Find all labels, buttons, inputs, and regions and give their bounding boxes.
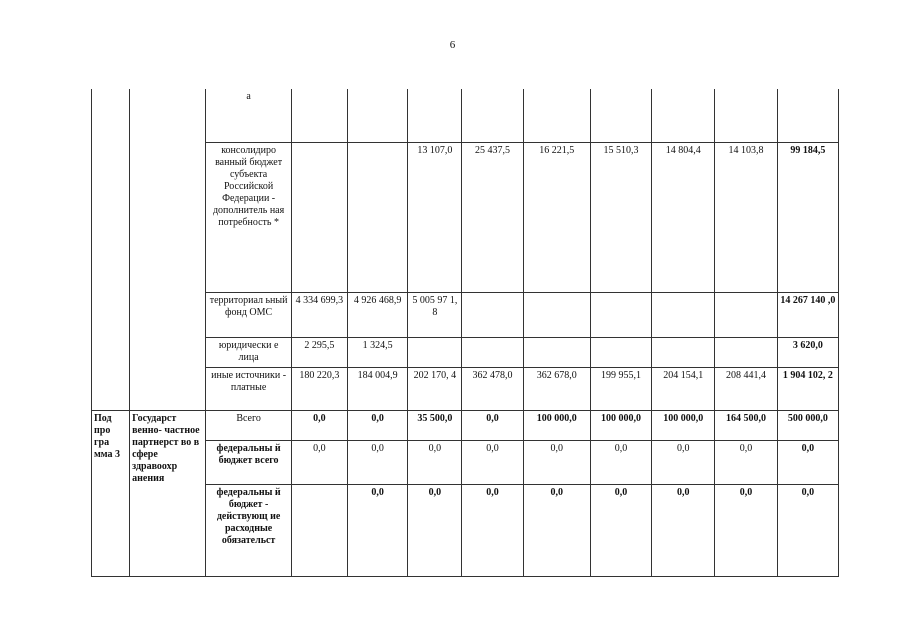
source-cell: федеральны й бюджет - действующ ие расходные обязательст xyxy=(206,484,291,576)
budget-table xyxy=(91,89,839,577)
page-number: 6 xyxy=(449,39,456,51)
value-cell: 180 220,3 xyxy=(291,367,347,410)
value-cell xyxy=(291,89,347,142)
value-cell xyxy=(462,89,523,142)
value-cell: 0,0 xyxy=(408,440,462,484)
value-cell xyxy=(715,292,777,337)
value-cell: 0,0 xyxy=(523,484,590,576)
program-label-cell xyxy=(92,89,130,410)
value-cell: 2 295,5 xyxy=(291,337,347,367)
value-cell xyxy=(523,337,590,367)
table-row xyxy=(92,89,839,142)
subprogram-label: Под про гра мма 3 xyxy=(92,410,130,576)
value-cell xyxy=(291,142,347,292)
value-cell: 362 478,0 xyxy=(462,367,523,410)
value-cell xyxy=(590,337,651,367)
source-cell: Всего xyxy=(206,410,291,440)
value-cell: 202 170, 4 xyxy=(408,367,462,410)
value-cell: 15 510,3 xyxy=(590,142,651,292)
source-cell: иные источники - платные xyxy=(206,367,291,410)
value-cell xyxy=(652,337,715,367)
value-cell xyxy=(408,89,462,142)
value-cell xyxy=(408,337,462,367)
value-cell: 1 324,5 xyxy=(347,337,407,367)
value-cell: 204 154,1 xyxy=(652,367,715,410)
value-cell: 14 103,8 xyxy=(715,142,777,292)
value-cell: 0,0 xyxy=(462,410,523,440)
value-cell: 208 441,4 xyxy=(715,367,777,410)
source-cell: территориал ьный фонд ОМС xyxy=(206,292,291,337)
value-cell: 0,0 xyxy=(291,440,347,484)
source-cell: юридически е лица xyxy=(206,337,291,367)
value-cell: 0,0 xyxy=(777,440,838,484)
source-cell: консолидиро ванный бюджет субъекта Российской Федерации - дополнитель ная потребность * xyxy=(206,142,291,292)
value-cell xyxy=(523,292,590,337)
source-cell: а xyxy=(206,89,291,142)
value-cell: 0,0 xyxy=(715,440,777,484)
value-cell xyxy=(777,89,838,142)
table-row xyxy=(92,410,839,440)
value-cell: 14 267 140 ,0 xyxy=(777,292,838,337)
value-cell: 5 005 97 1,8 xyxy=(408,292,462,337)
value-cell: 0,0 xyxy=(523,440,590,484)
value-cell: 362 678,0 xyxy=(523,367,590,410)
value-cell: 3 620,0 xyxy=(777,337,838,367)
value-cell: 0,0 xyxy=(715,484,777,576)
value-cell: 184 004,9 xyxy=(347,367,407,410)
value-cell: 16 221,5 xyxy=(523,142,590,292)
value-cell xyxy=(590,89,651,142)
value-cell: 500 000,0 xyxy=(777,410,838,440)
value-cell: 0,0 xyxy=(652,440,715,484)
value-cell: 0,0 xyxy=(347,484,407,576)
value-cell xyxy=(347,89,407,142)
value-cell: 100 000,0 xyxy=(590,410,651,440)
value-cell: 35 500,0 xyxy=(408,410,462,440)
value-cell: 25 437,5 xyxy=(462,142,523,292)
value-cell xyxy=(347,142,407,292)
value-cell: 0,0 xyxy=(652,484,715,576)
value-cell: 0,0 xyxy=(408,484,462,576)
value-cell: 100 000,0 xyxy=(652,410,715,440)
value-cell: 99 184,5 xyxy=(777,142,838,292)
value-cell: 0,0 xyxy=(590,484,651,576)
value-cell xyxy=(523,89,590,142)
value-cell xyxy=(291,484,347,576)
value-cell xyxy=(590,292,651,337)
source-cell: федеральны й бюджет всего xyxy=(206,440,291,484)
value-cell: 164 500,0 xyxy=(715,410,777,440)
value-cell: 1 904 102, 2 xyxy=(777,367,838,410)
value-cell xyxy=(462,337,523,367)
value-cell: 0,0 xyxy=(291,410,347,440)
program-name-cell xyxy=(130,89,206,410)
value-cell: 0,0 xyxy=(590,440,651,484)
value-cell: 0,0 xyxy=(347,440,407,484)
value-cell xyxy=(652,89,715,142)
subprogram-name: Государст венно- частное партнерст во в сфере здравоохр анения xyxy=(130,410,206,576)
value-cell: 4 926 468,9 xyxy=(347,292,407,337)
value-cell xyxy=(462,292,523,337)
value-cell: 0,0 xyxy=(777,484,838,576)
value-cell: 0,0 xyxy=(462,484,523,576)
value-cell: 199 955,1 xyxy=(590,367,651,410)
value-cell: 0,0 xyxy=(347,410,407,440)
value-cell: 4 334 699,3 xyxy=(291,292,347,337)
value-cell: 0,0 xyxy=(462,440,523,484)
value-cell: 14 804,4 xyxy=(652,142,715,292)
value-cell xyxy=(715,89,777,142)
value-cell xyxy=(715,337,777,367)
value-cell: 100 000,0 xyxy=(523,410,590,440)
value-cell xyxy=(652,292,715,337)
value-cell: 13 107,0 xyxy=(408,142,462,292)
